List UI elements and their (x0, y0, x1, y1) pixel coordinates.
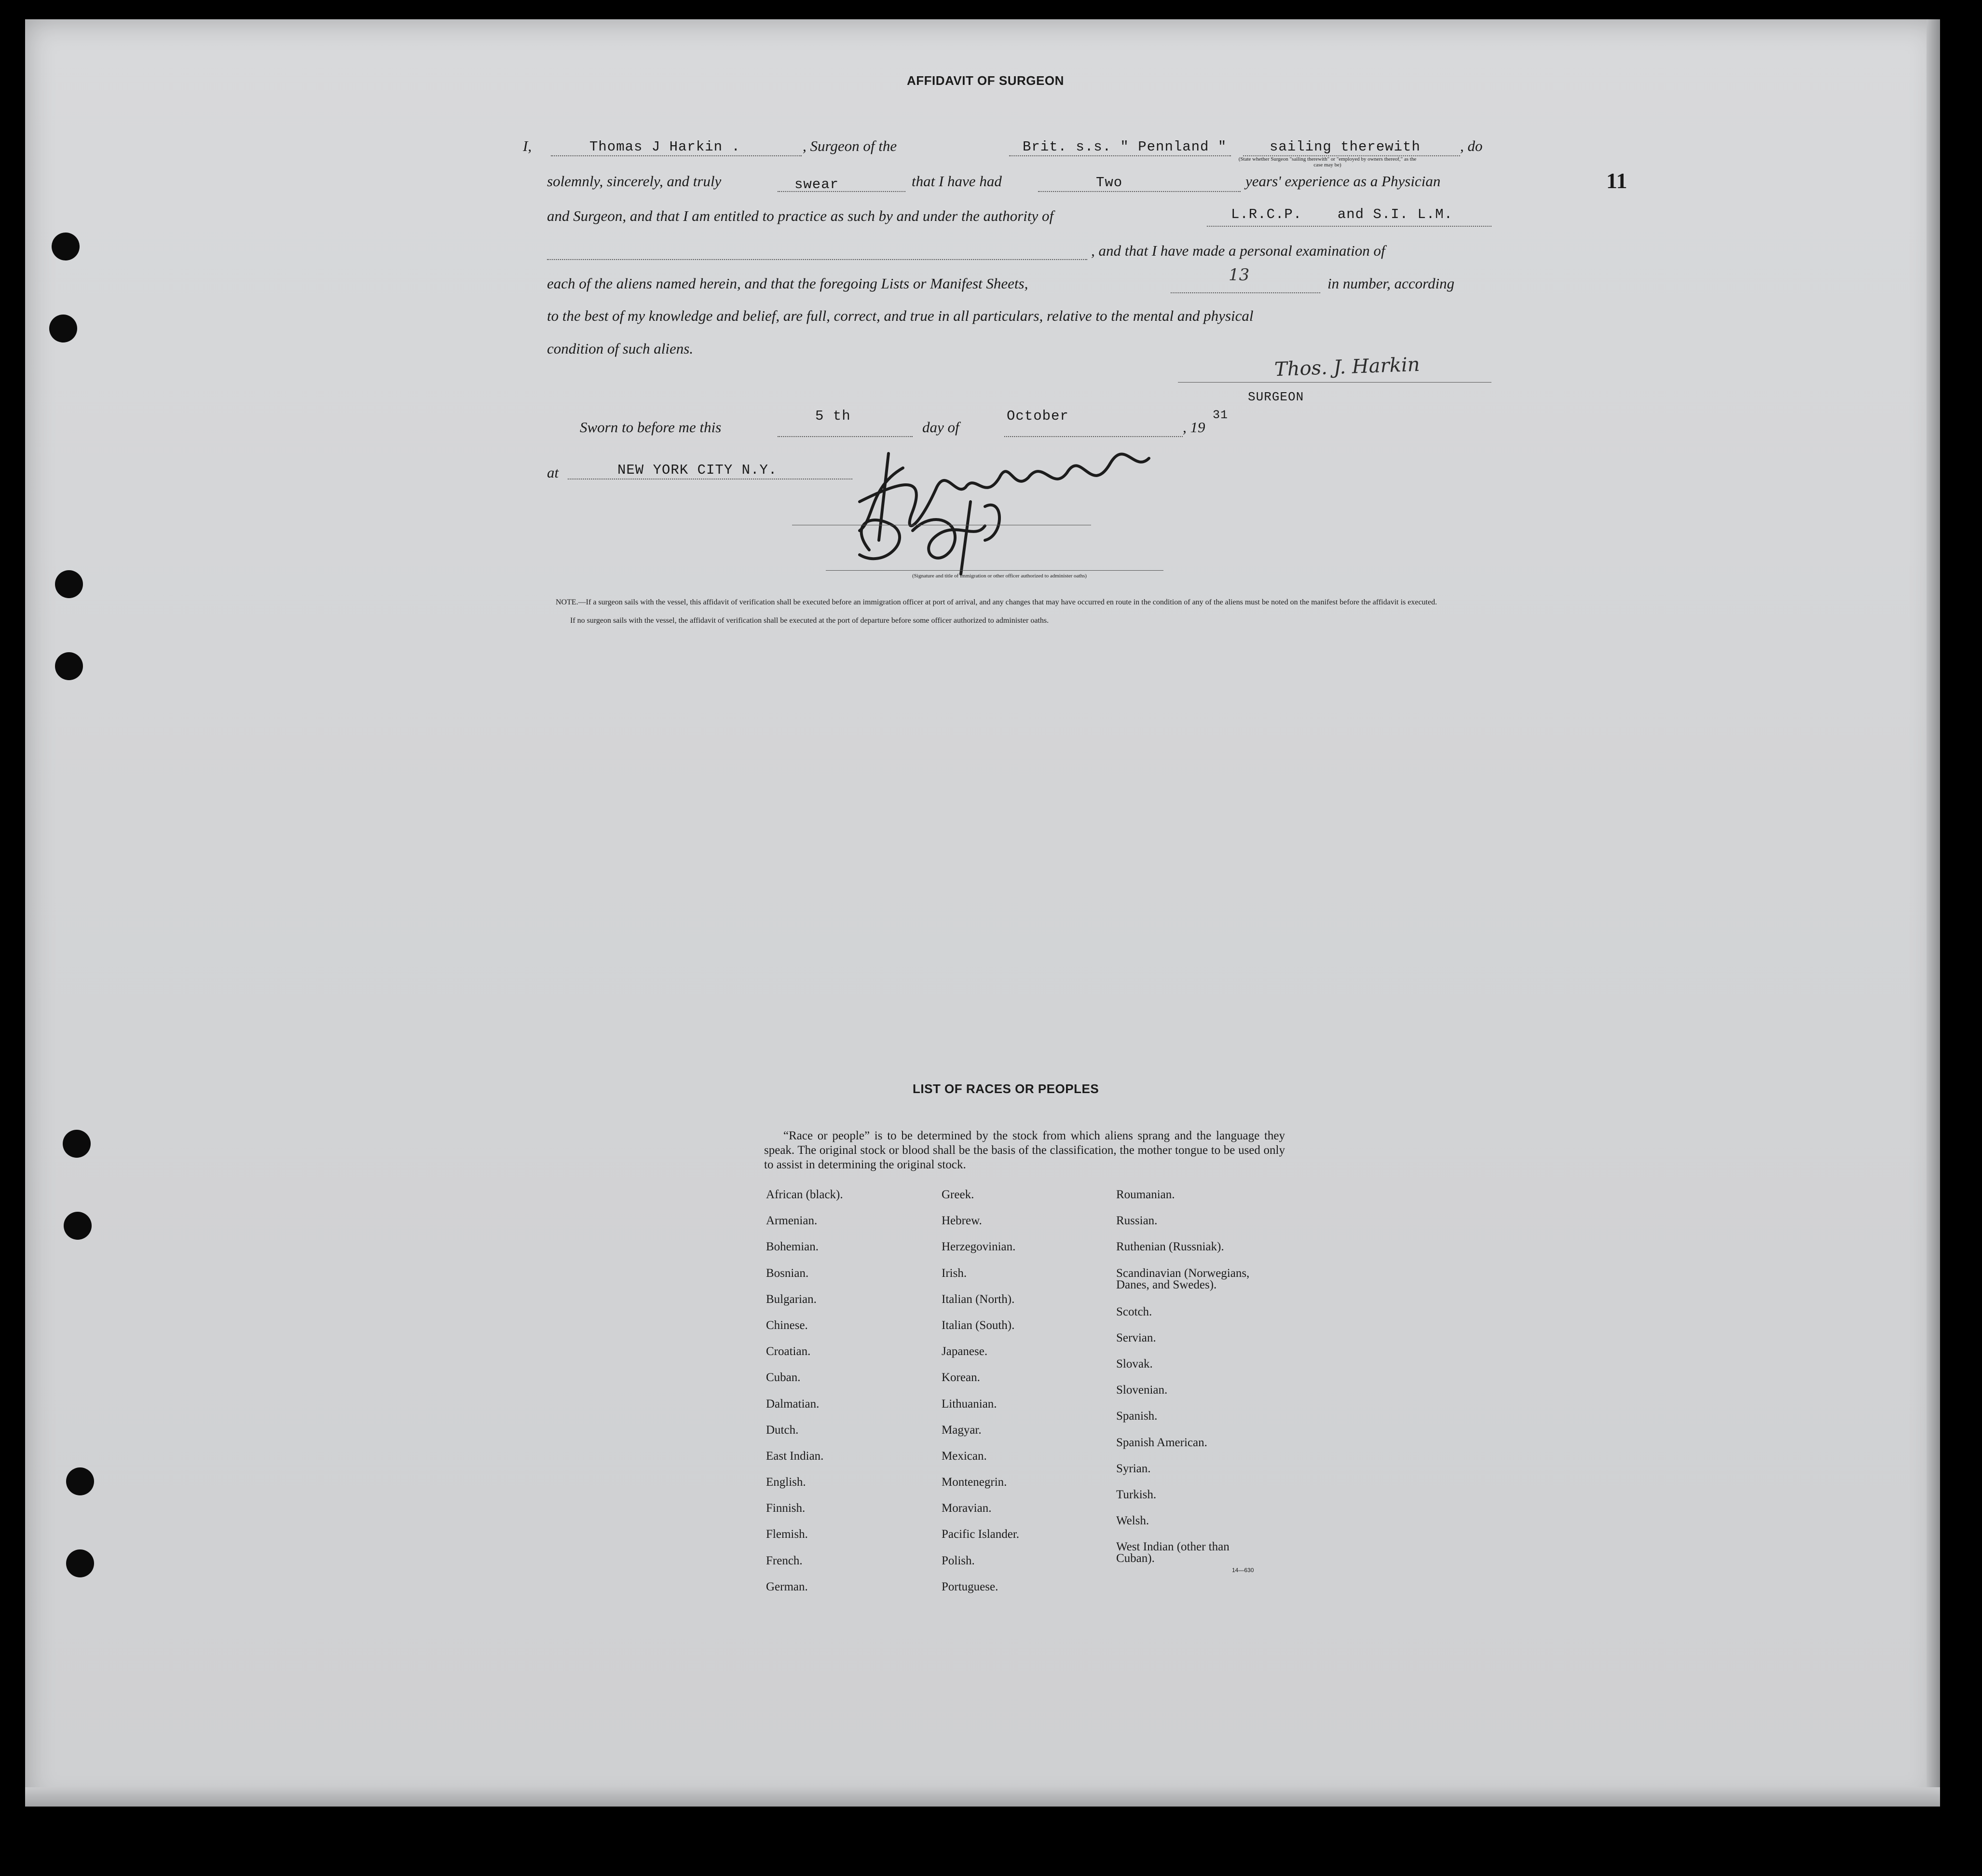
document-page (25, 19, 1940, 1807)
binder-hole (55, 570, 83, 598)
sworn-year: 31 (1213, 408, 1229, 422)
page-number: 11 (1606, 168, 1627, 193)
race-item: Japanese. (942, 1345, 988, 1358)
vessel-name: Brit. s.s. " Pennland " (1023, 139, 1227, 155)
affidavit-title: AFFIDAVIT OF SURGEON (907, 73, 1064, 88)
race-item: Chinese. (766, 1318, 808, 1332)
surgeon-capacity: sailing therewith (1270, 139, 1421, 155)
affidavit-text: to the best of my knowledge and belief, are full, correct, and true in all particulars, relative to the mental and physical (547, 307, 1254, 324)
race-item: Syrian. (1116, 1462, 1151, 1475)
form-code: 14—630 (1232, 1567, 1254, 1574)
race-item: Magyar. (942, 1423, 982, 1437)
officer-caption: (Signature and title of immigration or other officer authorized to administer oaths) (912, 573, 1087, 579)
races-column-2 (942, 1189, 1019, 1607)
affidavit-text: I, (523, 137, 532, 154)
binder-hole (66, 1549, 94, 1577)
fill-line (547, 259, 1087, 260)
races-column-3 (1116, 1189, 1249, 1567)
race-item: Russian. (1116, 1214, 1158, 1228)
affidavit-text: at (547, 464, 559, 481)
race-item: Bulgarian. (766, 1292, 817, 1306)
race-item: Hebrew. (942, 1214, 982, 1228)
affidavit-text: in number, according (1327, 275, 1455, 292)
race-item: Croatian. (766, 1345, 811, 1358)
affidavit-text: condition of such aliens. (547, 340, 694, 357)
sworn-month: October (1007, 408, 1069, 424)
binder-hole (55, 652, 83, 680)
page-bottom-edge (25, 1787, 1940, 1807)
affidavit-text: , do (1460, 137, 1483, 154)
race-item: Spanish American. (1116, 1436, 1207, 1449)
page-edge (1927, 19, 1940, 1807)
races-column-1 (766, 1189, 843, 1607)
authority: L.R.C.P. and S.I. L.M. (1231, 206, 1453, 222)
binder-hole (52, 233, 80, 260)
races-intro: “Race or people” is to be determined by the stock from which aliens sprang and the language they speak. The original stock or blood shall be the basis of the classification, the mother tongue to be used only to assist in determining the original stock. (764, 1129, 1285, 1171)
race-item: Turkish. (1116, 1488, 1157, 1501)
affidavit-text: day of (922, 419, 959, 436)
binder-hole (64, 1212, 92, 1240)
affidavit-text: , 19 (1183, 419, 1205, 436)
race-item: Portuguese. (942, 1580, 998, 1593)
oath-type: swear (794, 177, 839, 192)
fill-line (1171, 292, 1320, 293)
race-item: Dalmatian. (766, 1397, 820, 1410)
fill-line (551, 155, 802, 156)
race-item: German. (766, 1580, 808, 1593)
race-item: Lithuanian. (942, 1397, 997, 1410)
race-item: Greek. (942, 1188, 974, 1201)
race-item: Polish. (942, 1554, 975, 1567)
sheets-count: 13 (1229, 265, 1250, 285)
race-item: Montenegrin. (942, 1476, 1007, 1489)
race-item: Dutch. (766, 1423, 799, 1437)
affidavit-text: each of the aliens named herein, and that the foregoing Lists or Manifest Sheets, (547, 275, 1028, 292)
affidavit-text: , and that I have made a personal examination of (1091, 242, 1385, 259)
binder-hole (66, 1467, 94, 1495)
race-item: Korean. (942, 1371, 980, 1384)
fill-line (1009, 155, 1231, 156)
surgeon-name: Thomas J Harkin . (589, 139, 740, 155)
officer-signature (840, 429, 1274, 584)
race-item: Bosnian. (766, 1266, 809, 1280)
affidavit-note-1: NOTE.—If a surgeon sails with the vessel, this affidavit of verification shall be executed before an immigration officer at port of arrival, and any changes that may have occurred en route in the condition of any of the aliens must be noted on the manifest before the affidavit is executed. (556, 598, 1437, 606)
binder-hole (63, 1130, 91, 1158)
race-item: Bohemian. (766, 1240, 819, 1254)
race-item: African (black). (766, 1188, 843, 1201)
race-item: East Indian. (766, 1449, 824, 1463)
officer-line-2 (826, 570, 1163, 571)
race-item: Flemish. (766, 1528, 808, 1541)
race-item: Welsh. (1116, 1514, 1149, 1528)
race-item: Spanish. (1116, 1410, 1158, 1423)
race-item: Pacific Islander. (942, 1528, 1020, 1541)
fill-line (1207, 226, 1491, 227)
affidavit-text: that I have had (912, 173, 1002, 190)
race-item: Scotch. (1116, 1305, 1152, 1318)
race-item: Scandinavian (Norwegians, Danes, and Swedes). (1116, 1266, 1250, 1291)
fill-line (1038, 191, 1241, 192)
surgeon-label: SURGEON (1248, 390, 1304, 404)
race-item: Mexican. (942, 1449, 987, 1463)
affidavit-text: Sworn to before me this (580, 419, 722, 436)
race-item: Moravian. (942, 1502, 992, 1515)
sworn-place: NEW YORK CITY N.Y. (617, 462, 778, 478)
affidavit-text: years' experience as a Physician (1245, 173, 1441, 190)
race-item: West Indian (other than Cuban). (1116, 1540, 1230, 1565)
race-item: Armenian. (766, 1214, 818, 1228)
years-experience: Two (1096, 175, 1123, 191)
race-item: Cuban. (766, 1371, 801, 1384)
affidavit-text: solemnly, sincerely, and truly (547, 173, 722, 190)
race-item: Herzegovinian. (942, 1240, 1016, 1254)
races-title: LIST OF RACES OR PEOPLES (913, 1082, 1099, 1096)
affidavit-text: and Surgeon, and that I am entitled to practice as such by and under the authority of (547, 207, 1054, 224)
race-item: Irish. (942, 1266, 967, 1280)
affidavit-text: , Surgeon of the (803, 137, 897, 154)
capacity-note: (State whether Surgeon "sailing therewith" or "employed by owners thereof," as the case may be) (1238, 156, 1417, 168)
race-item: Slovak. (1116, 1357, 1153, 1370)
surgeon-signature: Thos. J. Harkin (1274, 353, 1421, 381)
affidavit-note-2: If no surgeon sails with the vessel, the affidavit of verification shall be executed at the port of departure before some officer authorized to administer oaths. (570, 616, 1049, 625)
binder-hole (49, 315, 77, 342)
race-item: Slovenian. (1116, 1383, 1168, 1397)
race-item: English. (766, 1476, 806, 1489)
race-item: Ruthenian (Russniak). (1116, 1240, 1224, 1254)
sworn-day: 5 th (815, 408, 851, 424)
race-item: Italian (South). (942, 1318, 1015, 1332)
race-item: French. (766, 1554, 803, 1567)
race-item: Italian (North). (942, 1292, 1015, 1306)
race-item: Finnish. (766, 1502, 806, 1515)
race-item: Servian. (1116, 1331, 1156, 1344)
signature-line (1178, 382, 1491, 383)
race-item: Roumanian. (1116, 1188, 1175, 1201)
